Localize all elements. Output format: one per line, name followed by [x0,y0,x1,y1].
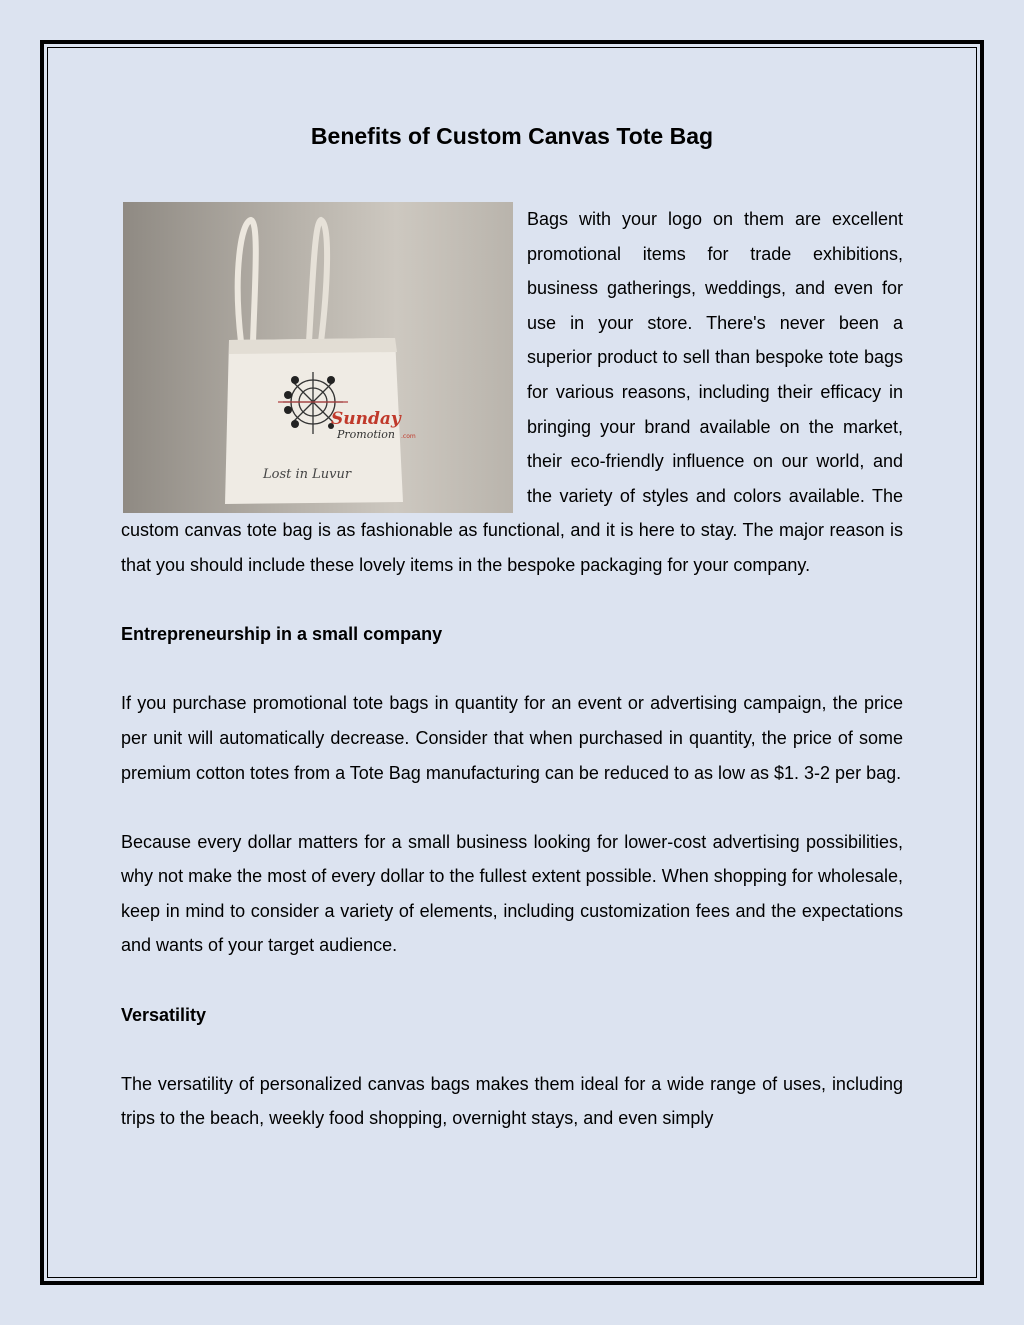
logo-text-sunday: Sunday [331,409,401,429]
spacer [121,963,903,998]
handwriting-text: Lost in Luvur [263,467,352,482]
page-title: Benefits of Custom Canvas Tote Bag [310,123,714,149]
logo-text-domain: .com [401,433,416,440]
spacer [121,790,903,825]
paragraph: If you purchase promotional tote bags in quantity for an event or advertising campaign, the price per unit will automatically decrease. Consider that when purchased in quantity, the price of some premium cotton totes from a Tote Bag manufacturing can be reduced to as low as $1. 3-2 per bag. [121,693,903,783]
section-heading-entrepreneurship: Entrepreneurship in a small company [121,624,443,645]
spacer [121,652,903,687]
intro-paragraph: Bags with your logo on them are excellent promotional items for trade exhibitions, business gatherings, weddings, and even for use in your store. There's never been a superior product to sell than bespoke tote bags for various reasons, including their efficacy in bringing your brand available on the market, their eco-friendly influence on our world, and the variety of styles and colors available. The custom canvas tote bag is as fashionable as functional, and it is here to stay. The major reason is that you should include these lovely items in the bespoke packaging for your company. [121,209,903,575]
intro-block [121,202,903,583]
paragraph: Because every dollar matters for a small business looking for lower-cost advertising possibilities, why not make the most of every dollar to the fullest extent possible. When shopping for wholesale, keep in mind to consider a variety of elements, including customization fees and the expectations and wants of your target audience. [121,831,903,956]
spacer [121,1032,903,1067]
logo-text-promotion: Promotion [337,428,395,441]
document-body [121,118,903,1136]
tote-bag-image [123,202,513,513]
paragraph: The versatility of personalized canvas bags makes them ideal for a wide range of uses, including trips to the beach, weekly food shopping, overnight stays, and even simply [121,1073,903,1129]
section-heading-versatility: Versatility [121,1004,207,1025]
spacer [121,583,903,618]
